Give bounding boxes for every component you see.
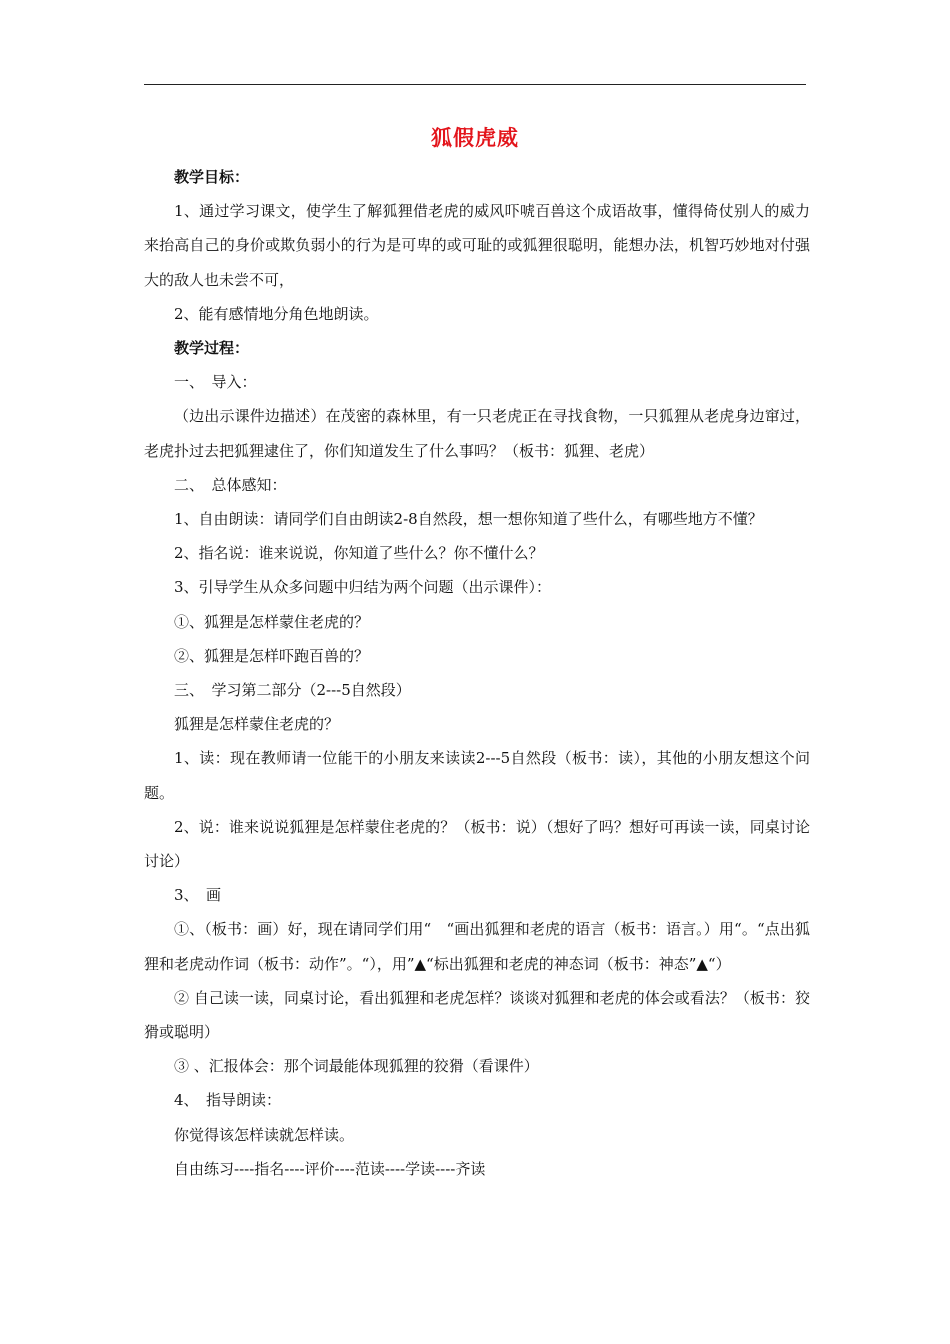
paragraph: ② 自己读一读，同桌讨论，看出狐狸和老虎怎样？谈谈对狐狸和老虎的体会或看法？（板书：狡猾或聪明） [144,988,810,1042]
paragraph: 2、说：谁来说说狐狸是怎样蒙住老虎的？（板书：说）（想好了吗？想好可再读一读，同桌讨论讨论） [144,817,810,871]
paragraph: 三、 学习第二部分（2---5自然段） [174,681,411,700]
paragraph: 1、通过学习课文，使学生了解狐狸借老虎的威风吓唬百兽这个成语故事，懂得倚仗别人的威力来抬高自己的身价或欺负弱小的行为是可卑的或可耻的或狐狸很聪明，能想办法，机智巧妙地对付强大的敌人也未尝不可， [144,202,810,289]
section-heading: 教学过程： [174,339,250,358]
paragraph: 2、指名说：谁来说说，你知道了些什么？你不懂什么？ [174,544,544,563]
section-heading: 教学目标： [174,168,250,186]
paragraph: 2、能有感情地分角色地朗读。 [174,304,379,323]
paragraph: ③ 、汇报体会：那个词最能体现狐狸的狡猾（看课件） [174,1057,539,1076]
paragraph: ①、（板书：画）好，现在请同学们用“ “画出狐狸和老虎的语言（板书：语言。）用“。“点出狐狸和老虎动作词（板书：动作”。“），用”▲“标出狐狸和老虎的神态词（板书：神态”▲“） [144,920,810,973]
paragraph: 1、自由朗读：请同学们自由朗读2-8自然段，想一想你知道了些什么，有哪些地方不懂？ [174,510,763,529]
paragraph: 4、 指导朗读： [174,1091,282,1110]
paragraph: 3、 画 [174,886,222,905]
paragraph: ②、狐狸是怎样吓跑百兽的？ [174,646,370,665]
document-title: 狐假虎威 [431,126,519,150]
header-rule [144,84,806,85]
paragraph: 狐狸是怎样蒙住老虎的？ [174,715,340,734]
paragraph: ①、狐狸是怎样蒙住老虎的？ [174,612,370,631]
paragraph: （边出示课件边描述）在茂密的森林里，有一只老虎正在寻找食物，一只狐狸从老虎身边窜过，老虎扑过去把狐狸逮住了，你们知道发生了什么事吗？（板书：狐狸、老虎） [144,407,810,460]
paragraph: 你觉得该怎样读就怎样读。 [174,1125,355,1144]
paragraph: 一、 导入： [174,373,257,392]
paragraph: 二、 总体感知： [174,475,287,494]
paragraph: 自由练习----指名----评价----范读----学读----齐读 [174,1159,486,1178]
document-body [144,160,810,1186]
paragraph: 3、引导学生从众多问题中归结为两个问题（出示课件）： [174,578,552,597]
paragraph: 1、读：现在教师请一位能干的小朋友来读读2---5自然段（板书：读），其他的小朋友想这个问题。 [144,749,810,802]
